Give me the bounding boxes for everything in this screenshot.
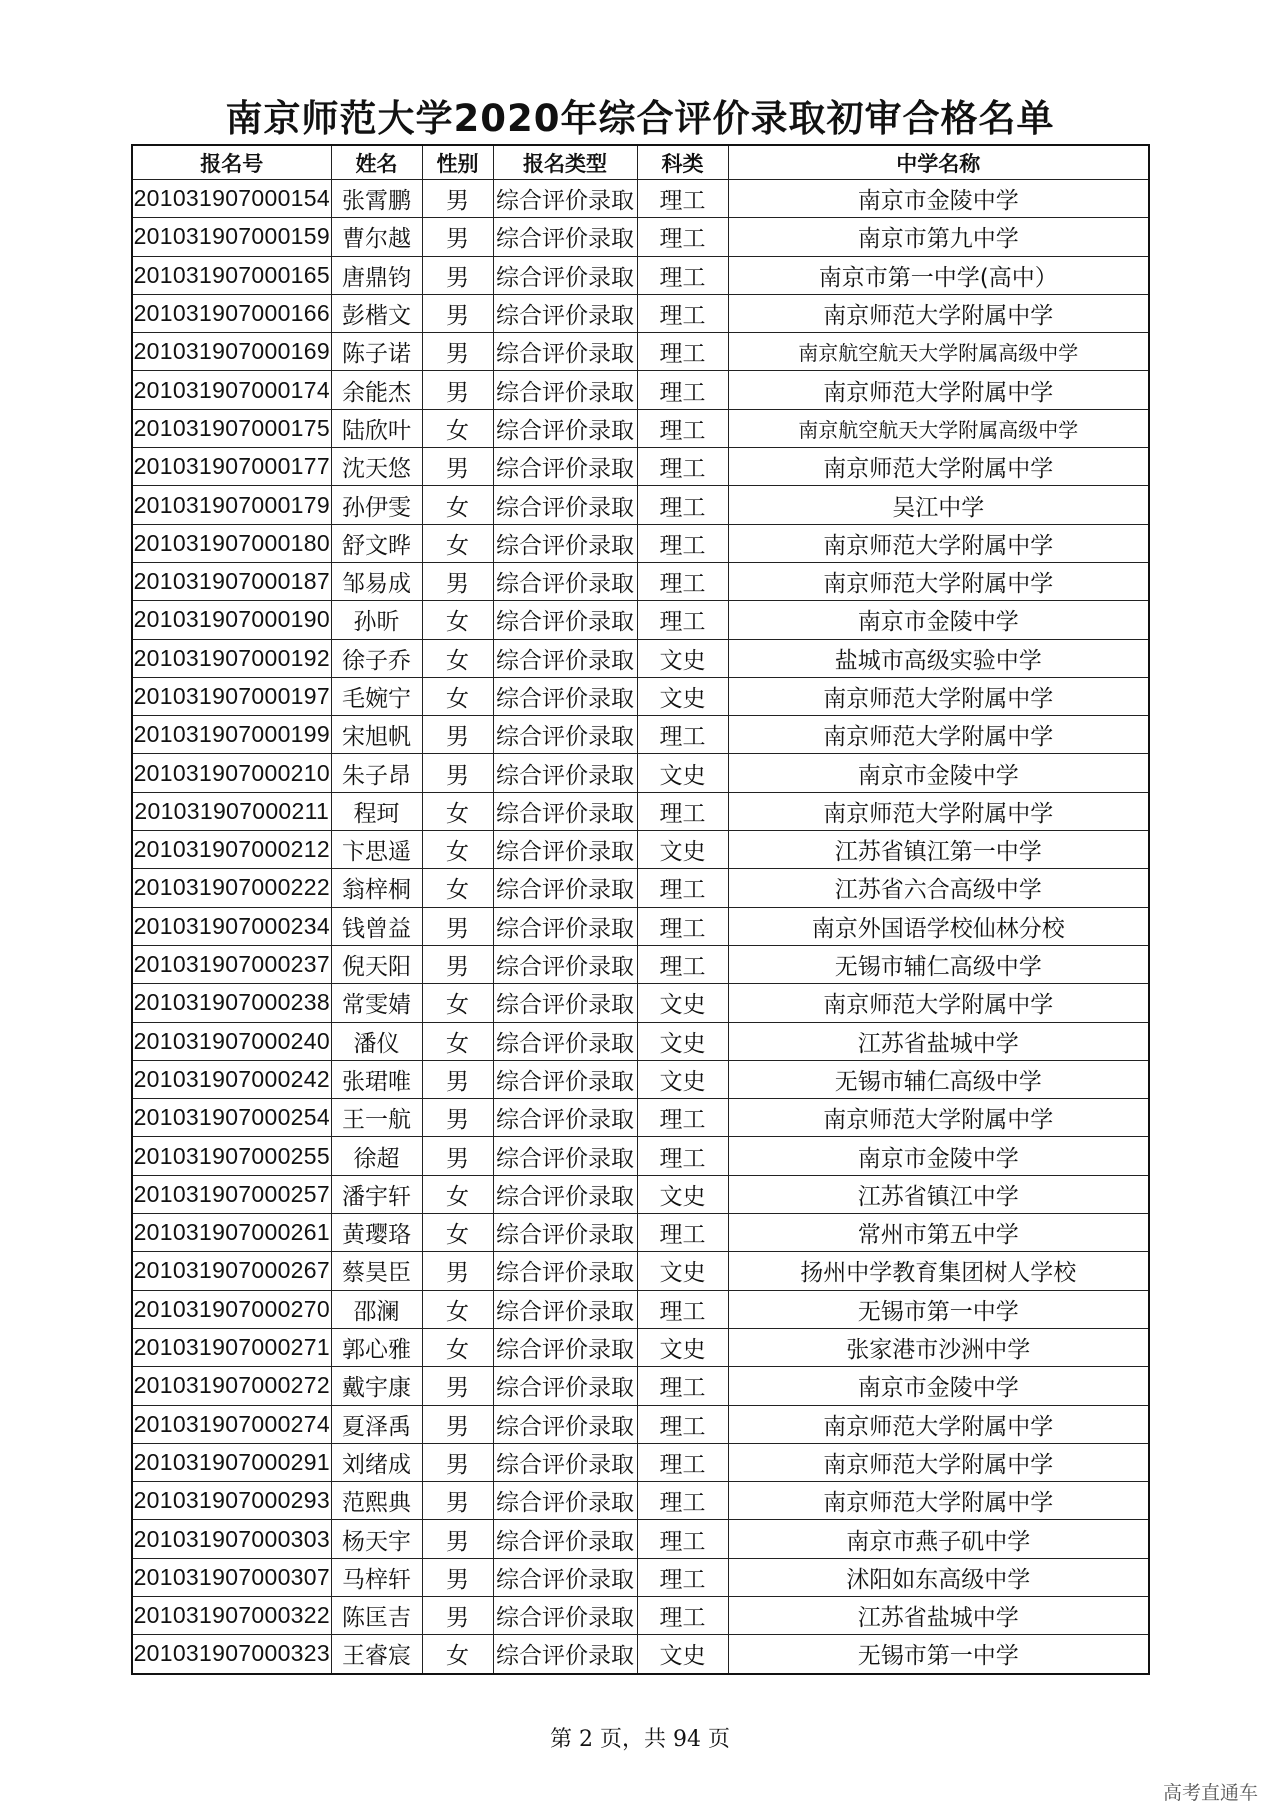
cell-application-type: 综合评价录取 [493, 1290, 637, 1328]
cell-gender: 男 [422, 945, 493, 983]
cell-application-type: 综合评价录取 [493, 639, 637, 677]
cell-name: 杨天宇 [331, 1520, 422, 1558]
cell-high-school: 沭阳如东高级中学 [728, 1558, 1149, 1596]
table-header-row [132, 145, 1149, 180]
cell-registration-no: 201031907000322 [132, 1596, 331, 1634]
cell-registration-no: 201031907000192 [132, 639, 331, 677]
table-row [132, 1635, 1149, 1674]
cell-application-type: 综合评价录取 [493, 180, 637, 218]
cell-name: 卞思遥 [331, 831, 422, 869]
cell-registration-no: 201031907000211 [132, 792, 331, 830]
cell-application-type: 综合评价录取 [493, 1060, 637, 1098]
table-row [132, 1405, 1149, 1443]
cell-registration-no: 201031907000212 [132, 831, 331, 869]
table-row [132, 1214, 1149, 1252]
cell-high-school: 吴江中学 [728, 486, 1149, 524]
cell-high-school: 南京市金陵中学 [728, 180, 1149, 218]
cell-name: 张霄鹏 [331, 180, 422, 218]
cell-high-school: 南京师范大学附属中学 [728, 984, 1149, 1022]
cell-subject-category: 理工 [637, 562, 728, 600]
cell-name: 钱曾益 [331, 907, 422, 945]
cell-application-type: 综合评价录取 [493, 1596, 637, 1634]
header-gender: 性别 [422, 145, 493, 180]
cell-registration-no: 201031907000274 [132, 1405, 331, 1443]
header-subject-category: 科类 [637, 145, 728, 180]
cell-high-school: 无锡市辅仁高级中学 [728, 945, 1149, 983]
cell-gender: 女 [422, 639, 493, 677]
cell-subject-category: 理工 [637, 869, 728, 907]
cell-gender: 男 [422, 1099, 493, 1137]
cell-high-school: 南京师范大学附属中学 [728, 716, 1149, 754]
cell-gender: 女 [422, 1175, 493, 1213]
cell-gender: 女 [422, 1290, 493, 1328]
cell-registration-no: 201031907000199 [132, 716, 331, 754]
cell-registration-no: 201031907000323 [132, 1635, 331, 1674]
cell-high-school: 张家港市沙洲中学 [728, 1328, 1149, 1366]
cell-registration-no: 201031907000237 [132, 945, 331, 983]
cell-registration-no: 201031907000272 [132, 1367, 331, 1405]
table-row [132, 907, 1149, 945]
table-row [132, 524, 1149, 562]
cell-application-type: 综合评价录取 [493, 1175, 637, 1213]
cell-application-type: 综合评价录取 [493, 1520, 637, 1558]
table-row [132, 1022, 1149, 1060]
cell-subject-category: 理工 [637, 1214, 728, 1252]
cell-application-type: 综合评价录取 [493, 294, 637, 332]
cell-name: 潘仪 [331, 1022, 422, 1060]
cell-application-type: 综合评价录取 [493, 754, 637, 792]
cell-application-type: 综合评价录取 [493, 1635, 637, 1674]
table-row [132, 409, 1149, 447]
table-row [132, 639, 1149, 677]
cell-name: 邵澜 [331, 1290, 422, 1328]
cell-gender: 男 [422, 1596, 493, 1634]
cell-registration-no: 201031907000174 [132, 371, 331, 409]
cell-high-school: 常州市第五中学 [728, 1214, 1149, 1252]
cell-gender: 女 [422, 869, 493, 907]
table-row [132, 831, 1149, 869]
cell-name: 朱子昂 [331, 754, 422, 792]
table-body [132, 180, 1149, 1674]
table-row [132, 869, 1149, 907]
cell-high-school: 盐城市高级实验中学 [728, 639, 1149, 677]
cell-gender: 女 [422, 524, 493, 562]
cell-application-type: 综合评价录取 [493, 486, 637, 524]
cell-gender: 男 [422, 1252, 493, 1290]
table-row [132, 984, 1149, 1022]
cell-application-type: 综合评价录取 [493, 831, 637, 869]
table-row [132, 218, 1149, 256]
cell-high-school: 南京市金陵中学 [728, 601, 1149, 639]
table-row [132, 180, 1149, 218]
cell-high-school: 南京师范大学附属中学 [728, 448, 1149, 486]
cell-high-school: 无锡市辅仁高级中学 [728, 1060, 1149, 1098]
table-row [132, 1099, 1149, 1137]
cell-subject-category: 文史 [637, 1175, 728, 1213]
cell-name: 蔡昊臣 [331, 1252, 422, 1290]
cell-application-type: 综合评价录取 [493, 448, 637, 486]
cell-high-school: 南京师范大学附属中学 [728, 294, 1149, 332]
table-row [132, 1328, 1149, 1366]
cell-registration-no: 201031907000238 [132, 984, 331, 1022]
cell-registration-no: 201031907000293 [132, 1482, 331, 1520]
cell-gender: 男 [422, 1405, 493, 1443]
cell-high-school: 南京师范大学附属中学 [728, 1405, 1149, 1443]
cell-registration-no: 201031907000307 [132, 1558, 331, 1596]
cell-subject-category: 理工 [637, 1596, 728, 1634]
cell-subject-category: 理工 [637, 601, 728, 639]
cell-high-school: 南京市第九中学 [728, 218, 1149, 256]
cell-gender: 男 [422, 562, 493, 600]
cell-registration-no: 201031907000179 [132, 486, 331, 524]
cell-subject-category: 理工 [637, 1482, 728, 1520]
cell-gender: 男 [422, 1482, 493, 1520]
table-row [132, 1252, 1149, 1290]
cell-name: 戴宇康 [331, 1367, 422, 1405]
table-row [132, 562, 1149, 600]
cell-subject-category: 文史 [637, 1060, 728, 1098]
cell-subject-category: 文史 [637, 1328, 728, 1366]
cell-high-school: 南京市第一中学(高中） [728, 256, 1149, 294]
cell-name: 夏泽禹 [331, 1405, 422, 1443]
cell-high-school: 南京师范大学附属中学 [728, 371, 1149, 409]
table-row [132, 677, 1149, 715]
cell-high-school: 江苏省盐城中学 [728, 1022, 1149, 1060]
cell-subject-category: 理工 [637, 907, 728, 945]
table-row [132, 601, 1149, 639]
cell-subject-category: 理工 [637, 371, 728, 409]
cell-name: 沈天悠 [331, 448, 422, 486]
cell-subject-category: 理工 [637, 256, 728, 294]
cell-registration-no: 201031907000234 [132, 907, 331, 945]
cell-high-school: 南京外国语学校仙林分校 [728, 907, 1149, 945]
cell-subject-category: 理工 [637, 716, 728, 754]
cell-high-school: 无锡市第一中学 [728, 1290, 1149, 1328]
cell-gender: 男 [422, 180, 493, 218]
cell-name: 孙昕 [331, 601, 422, 639]
cell-registration-no: 201031907000175 [132, 409, 331, 447]
cell-application-type: 综合评价录取 [493, 409, 637, 447]
cell-registration-no: 201031907000261 [132, 1214, 331, 1252]
cell-registration-no: 201031907000154 [132, 180, 331, 218]
cell-subject-category: 理工 [637, 1367, 728, 1405]
table-row [132, 716, 1149, 754]
cell-application-type: 综合评价录取 [493, 1405, 637, 1443]
cell-name: 陈子诺 [331, 333, 422, 371]
cell-registration-no: 201031907000254 [132, 1099, 331, 1137]
cell-registration-no: 201031907000180 [132, 524, 331, 562]
cell-gender: 男 [422, 333, 493, 371]
cell-name: 倪天阳 [331, 945, 422, 983]
cell-registration-no: 201031907000271 [132, 1328, 331, 1366]
cell-subject-category: 理工 [637, 409, 728, 447]
cell-gender: 女 [422, 792, 493, 830]
cell-name: 陆欣叶 [331, 409, 422, 447]
cell-name: 刘绪成 [331, 1443, 422, 1481]
cell-registration-no: 201031907000240 [132, 1022, 331, 1060]
cell-gender: 男 [422, 1558, 493, 1596]
page-footer: 第 2 页，共 94 页 [550, 1727, 730, 1752]
table-row [132, 1443, 1149, 1481]
cell-registration-no: 201031907000291 [132, 1443, 331, 1481]
cell-gender: 男 [422, 754, 493, 792]
cell-high-school: 江苏省六合高级中学 [728, 869, 1149, 907]
cell-subject-category: 理工 [637, 218, 728, 256]
cell-application-type: 综合评价录取 [493, 1099, 637, 1137]
cell-application-type: 综合评价录取 [493, 371, 637, 409]
cell-name: 邹易成 [331, 562, 422, 600]
cell-registration-no: 201031907000159 [132, 218, 331, 256]
cell-gender: 男 [422, 1137, 493, 1175]
table-row [132, 1175, 1149, 1213]
cell-application-type: 综合评价录取 [493, 1137, 637, 1175]
cell-subject-category: 理工 [637, 486, 728, 524]
cell-name: 王一航 [331, 1099, 422, 1137]
cell-subject-category: 理工 [637, 1099, 728, 1137]
cell-high-school: 南京航空航天大学附属高级中学 [728, 409, 1149, 447]
cell-high-school: 南京师范大学附属中学 [728, 677, 1149, 715]
cell-subject-category: 理工 [637, 1558, 728, 1596]
cell-registration-no: 201031907000197 [132, 677, 331, 715]
cell-high-school: 江苏省镇江第一中学 [728, 831, 1149, 869]
header-application-type: 报名类型 [493, 145, 637, 180]
cell-subject-category: 文史 [637, 754, 728, 792]
table-row [132, 754, 1149, 792]
cell-subject-category: 理工 [637, 524, 728, 562]
cell-name: 范熙典 [331, 1482, 422, 1520]
admission-list-table [131, 144, 1150, 1675]
cell-application-type: 综合评价录取 [493, 869, 637, 907]
cell-name: 曹尔越 [331, 218, 422, 256]
cell-application-type: 综合评价录取 [493, 1558, 637, 1596]
header-name: 姓名 [331, 145, 422, 180]
cell-high-school: 南京市金陵中学 [728, 754, 1149, 792]
page-title: 南京师范大学2020年综合评价录取初审合格名单 [225, 97, 1055, 140]
cell-high-school: 南京师范大学附属中学 [728, 524, 1149, 562]
cell-registration-no: 201031907000165 [132, 256, 331, 294]
cell-application-type: 综合评价录取 [493, 1482, 637, 1520]
cell-registration-no: 201031907000166 [132, 294, 331, 332]
cell-subject-category: 理工 [637, 1443, 728, 1481]
cell-subject-category: 理工 [637, 1137, 728, 1175]
cell-high-school: 南京市金陵中学 [728, 1137, 1149, 1175]
cell-gender: 男 [422, 1443, 493, 1481]
cell-application-type: 综合评价录取 [493, 256, 637, 294]
table-row [132, 371, 1149, 409]
cell-gender: 女 [422, 1328, 493, 1366]
cell-high-school: 南京师范大学附属中学 [728, 562, 1149, 600]
cell-name: 程珂 [331, 792, 422, 830]
cell-high-school: 江苏省镇江中学 [728, 1175, 1149, 1213]
table-row [132, 256, 1149, 294]
cell-registration-no: 201031907000255 [132, 1137, 331, 1175]
cell-high-school: 南京师范大学附属中学 [728, 1099, 1149, 1137]
cell-registration-no: 201031907000210 [132, 754, 331, 792]
cell-subject-category: 文史 [637, 1252, 728, 1290]
cell-subject-category: 理工 [637, 180, 728, 218]
cell-registration-no: 201031907000242 [132, 1060, 331, 1098]
cell-application-type: 综合评价录取 [493, 1328, 637, 1366]
header-high-school: 中学名称 [728, 145, 1149, 180]
table-row [132, 294, 1149, 332]
cell-high-school: 江苏省盐城中学 [728, 1596, 1149, 1634]
cell-subject-category: 理工 [637, 1405, 728, 1443]
cell-application-type: 综合评价录取 [493, 601, 637, 639]
table-row [132, 448, 1149, 486]
cell-name: 余能杰 [331, 371, 422, 409]
cell-subject-category: 理工 [637, 1520, 728, 1558]
cell-gender: 男 [422, 1060, 493, 1098]
cell-gender: 男 [422, 907, 493, 945]
watermark: 高考直通车 [1162, 1782, 1258, 1804]
cell-registration-no: 201031907000257 [132, 1175, 331, 1213]
cell-name: 翁梓桐 [331, 869, 422, 907]
cell-subject-category: 理工 [637, 792, 728, 830]
cell-subject-category: 文史 [637, 1022, 728, 1060]
cell-subject-category: 理工 [637, 448, 728, 486]
cell-name: 张珺唯 [331, 1060, 422, 1098]
cell-application-type: 综合评价录取 [493, 945, 637, 983]
cell-name: 黄璎珞 [331, 1214, 422, 1252]
cell-gender: 女 [422, 831, 493, 869]
cell-gender: 男 [422, 371, 493, 409]
cell-gender: 男 [422, 1520, 493, 1558]
cell-high-school: 南京师范大学附属中学 [728, 1482, 1149, 1520]
cell-subject-category: 文史 [637, 1635, 728, 1674]
cell-gender: 男 [422, 218, 493, 256]
cell-gender: 男 [422, 256, 493, 294]
table-row [132, 1482, 1149, 1520]
cell-subject-category: 理工 [637, 945, 728, 983]
cell-registration-no: 201031907000222 [132, 869, 331, 907]
cell-application-type: 综合评价录取 [493, 1214, 637, 1252]
table-row [132, 1558, 1149, 1596]
cell-subject-category: 理工 [637, 1290, 728, 1328]
cell-registration-no: 201031907000187 [132, 562, 331, 600]
cell-subject-category: 理工 [637, 294, 728, 332]
cell-high-school: 南京师范大学附属中学 [728, 1443, 1149, 1481]
cell-application-type: 综合评价录取 [493, 333, 637, 371]
cell-gender: 男 [422, 448, 493, 486]
cell-high-school: 扬州中学教育集团树人学校 [728, 1252, 1149, 1290]
cell-subject-category: 文史 [637, 677, 728, 715]
cell-application-type: 综合评价录取 [493, 218, 637, 256]
cell-application-type: 综合评价录取 [493, 562, 637, 600]
cell-name: 徐超 [331, 1137, 422, 1175]
cell-gender: 女 [422, 677, 493, 715]
cell-application-type: 综合评价录取 [493, 907, 637, 945]
cell-name: 宋旭帆 [331, 716, 422, 754]
cell-subject-category: 文史 [637, 639, 728, 677]
table-row [132, 1367, 1149, 1405]
cell-gender: 女 [422, 486, 493, 524]
cell-registration-no: 201031907000177 [132, 448, 331, 486]
cell-name: 孙伊雯 [331, 486, 422, 524]
cell-registration-no: 201031907000190 [132, 601, 331, 639]
cell-application-type: 综合评价录取 [493, 1252, 637, 1290]
cell-name: 潘宇轩 [331, 1175, 422, 1213]
header-registration-no: 报名号 [132, 145, 331, 180]
cell-application-type: 综合评价录取 [493, 524, 637, 562]
cell-high-school: 无锡市第一中学 [728, 1635, 1149, 1674]
cell-application-type: 综合评价录取 [493, 1443, 637, 1481]
cell-gender: 男 [422, 716, 493, 754]
cell-application-type: 综合评价录取 [493, 1022, 637, 1060]
cell-subject-category: 文史 [637, 831, 728, 869]
cell-application-type: 综合评价录取 [493, 677, 637, 715]
cell-gender: 女 [422, 1214, 493, 1252]
cell-application-type: 综合评价录取 [493, 1367, 637, 1405]
cell-high-school: 南京市金陵中学 [728, 1367, 1149, 1405]
table-row [132, 1137, 1149, 1175]
cell-name: 毛婉宁 [331, 677, 422, 715]
cell-gender: 女 [422, 1635, 493, 1674]
cell-gender: 男 [422, 1367, 493, 1405]
cell-name: 陈匡吉 [331, 1596, 422, 1634]
cell-name: 王睿宸 [331, 1635, 422, 1674]
cell-application-type: 综合评价录取 [493, 792, 637, 830]
cell-name: 唐鼎钧 [331, 256, 422, 294]
cell-gender: 女 [422, 601, 493, 639]
cell-registration-no: 201031907000303 [132, 1520, 331, 1558]
cell-gender: 男 [422, 294, 493, 332]
table-row [132, 792, 1149, 830]
table-row [132, 333, 1149, 371]
cell-registration-no: 201031907000270 [132, 1290, 331, 1328]
cell-registration-no: 201031907000169 [132, 333, 331, 371]
cell-application-type: 综合评价录取 [493, 716, 637, 754]
cell-subject-category: 文史 [637, 984, 728, 1022]
table-row [132, 1596, 1149, 1634]
cell-name: 彭楷文 [331, 294, 422, 332]
table-row [132, 486, 1149, 524]
cell-gender: 女 [422, 409, 493, 447]
table-row [132, 945, 1149, 983]
cell-gender: 女 [422, 1022, 493, 1060]
cell-name: 舒文晔 [331, 524, 422, 562]
cell-application-type: 综合评价录取 [493, 984, 637, 1022]
cell-high-school: 南京市燕子矶中学 [728, 1520, 1149, 1558]
cell-subject-category: 理工 [637, 333, 728, 371]
cell-name: 徐子乔 [331, 639, 422, 677]
cell-registration-no: 201031907000267 [132, 1252, 331, 1290]
table-row [132, 1520, 1149, 1558]
cell-name: 郭心雅 [331, 1328, 422, 1366]
cell-high-school: 南京师范大学附属中学 [728, 792, 1149, 830]
cell-name: 常雯婧 [331, 984, 422, 1022]
table-row [132, 1290, 1149, 1328]
table-row [132, 1060, 1149, 1098]
cell-name: 马梓轩 [331, 1558, 422, 1596]
cell-gender: 女 [422, 984, 493, 1022]
cell-high-school: 南京航空航天大学附属高级中学 [728, 333, 1149, 371]
